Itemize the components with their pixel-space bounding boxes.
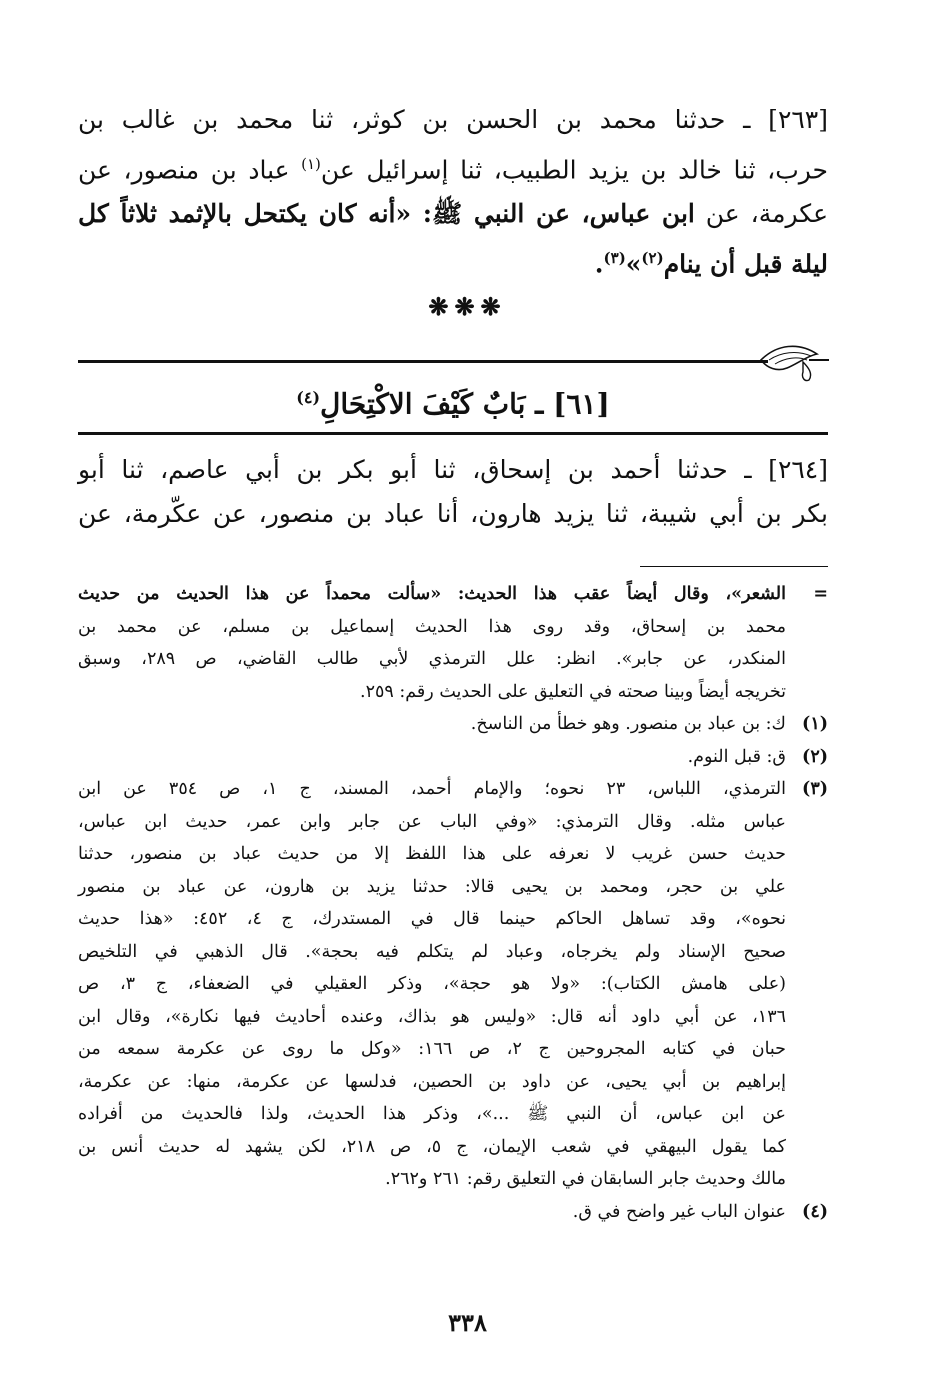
footnote-line: نحوه»، وقد تساهل الحاكم حينما قال في المستدرك، ج ٤، ٤٥٢: «هذا حديث	[78, 909, 786, 929]
footnote-line: مالك وحديث جابر السابقان في التعليق رقم: ٢٦١ و٢٦٢.	[385, 1169, 786, 1189]
chapter-bottom-rule	[78, 432, 828, 435]
footnote-line: حديث حسن غريب لا نعرفه على هذا اللفظ إلا من حديث عباد بن منصور، حدثنا	[78, 844, 786, 864]
section-ornament: ❋❋❋	[428, 292, 507, 321]
footnote-line: ١٣٦، عن أبي داود أنه قال: «وليس هو بذاك، وعنده أحاديث فيها نكارة»، وقال ابن	[78, 1006, 786, 1027]
footnote-line	[78, 578, 786, 611]
page-number: ٣٣٨	[448, 1308, 487, 1337]
footnote-1	[78, 708, 828, 741]
footnote-line: عنوان الباب غير واضح في ق.	[572, 1201, 786, 1222]
footnote-line: عباس مثله. وقال الترمذي: «وفي الباب عن جابر وابن عمر، حديث ابن عباس،	[78, 811, 786, 832]
footnote-number: (٣)	[802, 779, 828, 799]
footnote-line: محمد بن إسحاق، وقد روى هذا الحديث إسماعيل بن مسلم، عن محمد بن	[78, 616, 786, 637]
footnote-4	[78, 1196, 828, 1229]
footnote-number: (٤)	[802, 1201, 828, 1222]
footnote-ref-2: (٢)	[641, 249, 664, 268]
hadith-264-line-1: [٢٦٤] ـ حدثنا أحمد بن إسحاق، ثنا أبو بكر بن أبي عاصم، ثنا أبو	[78, 455, 828, 484]
hadith-264	[78, 448, 828, 536]
chapter-title-text: [٦١] ـ بَابٌ كَيْفَ الاكْتِحَالِ	[320, 387, 610, 421]
text: عكرمة، عن	[694, 199, 829, 229]
footnote-line: كما يقول البيهقي في شعب الإيمان، ج ٥، ص ٢١٨، لكن يشهد له حديث أنس بن	[78, 1136, 786, 1157]
footnote-line: حبان في كتابه المجروحين ج ٢، ص ١٦٦: «وكل ما روى عن عكرمة سمعه من	[78, 1039, 786, 1059]
footnote-line: تخريجه أيضاً وبينا صحته في التعليق على الحديث رقم: ٢٥٩.	[360, 681, 786, 702]
footnote-line: عن ابن عباس، أن النبي ﷺ ...»، وذكر هذا الحديث، ولذا فالحديث من أفراده	[78, 1104, 786, 1124]
footnote-line: إبراهيم بن أبي يحيى، عن داود بن الحصين، فدلسها عن عكرمة، منها: عن عكرمة،	[78, 1071, 786, 1092]
footnote-ref-3: (٣)	[603, 249, 626, 268]
matn-bold: ابن عباس، عن النبي ﷺ: «أنه كان يكتحل بالإثمد ثلاثاً كل	[78, 199, 695, 229]
footnote-line: ق: قبل النوم.	[687, 746, 786, 767]
chapter-title	[78, 376, 828, 426]
footnote-line: الترمذي، اللباس، ٢٣ نحوه؛ والإمام أحمد، المسند، ج ١، ص ٣٥٤ عن ابن	[78, 779, 787, 799]
text: الشعر»، وقال أيضاً عقب هذا الحديث: «سألت محمداً عن هذا الحديث من حديث	[78, 584, 786, 604]
footnotes	[78, 578, 828, 1228]
footnote-continuation	[78, 578, 828, 708]
footnote-2	[78, 741, 828, 774]
footnote-line: المنكدر، عن جابر». انظر: علل الترمذي لأبي طالب القاضي، ص ٢٨٩، وسبق	[78, 649, 786, 669]
text: »	[625, 249, 642, 279]
hadith-263-line-4	[78, 236, 828, 286]
text: حرب، ثنا خالد بن يزيد الطبيب، ثنا إسرائيل عن	[320, 155, 829, 185]
footnote-separator	[640, 566, 828, 567]
hadith-263-line-1: [٢٦٣] ـ حدثنا محمد بن الحسن بن كوثر، ثنا محمد بن غالب بن	[78, 105, 828, 134]
chapter-top-rule	[78, 360, 768, 363]
footnote-line: ك: بن عباد بن منصور. وهو خطأ من الناسخ.	[470, 714, 786, 734]
matn-bold: ليلة قبل أن ينام	[663, 249, 828, 279]
footnote-number: =	[813, 584, 828, 604]
footnote-line: (على هامش الكتاب): «ولا هو حجة»، وذكر العقيلي في الضعفاء، ج ٣، ص	[78, 974, 786, 994]
footnote-ref-1: (١)	[301, 155, 321, 173]
footnote-3	[78, 773, 828, 1196]
hadith-263-line-3	[78, 192, 828, 236]
footnote-line: صحيح الإسناد ولم يخرجاه، وعباد لم يتكلم فيه بحجة». قال الذهبي في التلخيص	[78, 941, 786, 962]
footnote-number: (١)	[802, 714, 828, 734]
text: عباد بن منصور، عن	[78, 155, 302, 185]
footnote-number: (٢)	[802, 746, 828, 767]
hadith-263-line-2	[78, 142, 828, 192]
footnote-line: علي بن حجر، ومحمد بن يحيى قالا: حدثنا يزيد بن هارون، عن عباد بن منصور	[78, 876, 786, 897]
footnote-ref-4: (٤)	[296, 388, 321, 407]
hadith-264-line-2: بكر بن أبي شيبة، ثنا يزيد هارون، أنا عباد بن منصور، عن عكّرمة، عن	[78, 499, 828, 528]
hadith-263	[78, 98, 828, 287]
text: .	[594, 249, 604, 279]
